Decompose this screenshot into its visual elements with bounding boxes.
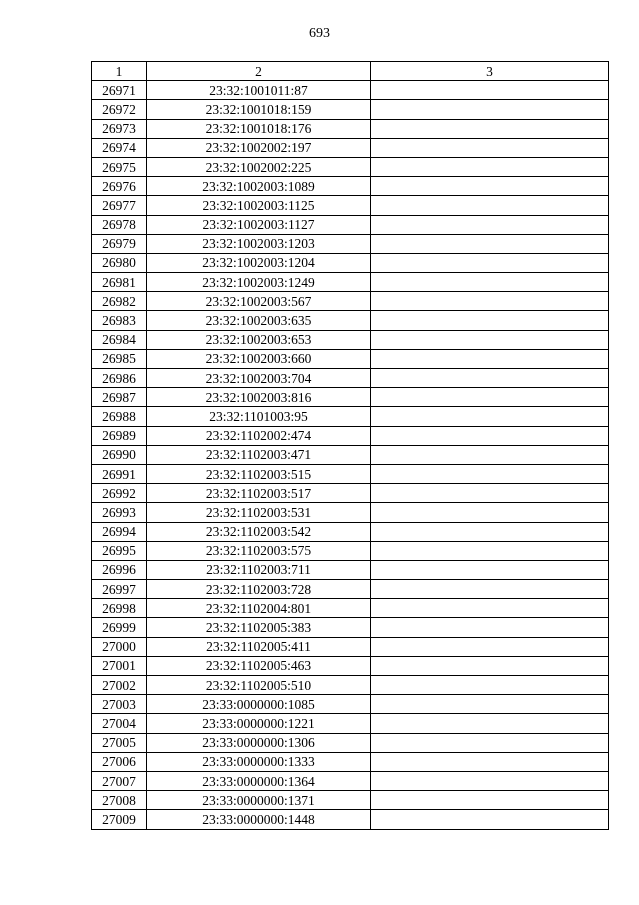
table-row (92, 676, 609, 695)
column-header-1: 1 (92, 62, 147, 81)
row-number-cell: 27000 (92, 637, 147, 656)
row-number-cell: 26999 (92, 618, 147, 637)
cadastral-number-cell: 23:32:1002003:635 (147, 311, 371, 330)
row-number-cell: 26985 (92, 349, 147, 368)
empty-cell (371, 522, 609, 541)
empty-cell (371, 464, 609, 483)
empty-cell (371, 138, 609, 157)
table-row (92, 580, 609, 599)
table-row (92, 810, 609, 829)
table-row (92, 234, 609, 253)
cadastral-number-cell: 23:32:1002003:1089 (147, 177, 371, 196)
row-number-cell: 27004 (92, 714, 147, 733)
cadastral-number-cell: 23:32:1102003:471 (147, 445, 371, 464)
cadastral-number-cell: 23:32:1002003:816 (147, 388, 371, 407)
empty-cell (371, 196, 609, 215)
row-number-cell: 26991 (92, 464, 147, 483)
empty-cell (371, 637, 609, 656)
empty-cell (371, 388, 609, 407)
empty-cell (371, 733, 609, 752)
row-number-cell: 26994 (92, 522, 147, 541)
row-number-cell: 26971 (92, 81, 147, 100)
table-row (92, 215, 609, 234)
row-number-cell: 27008 (92, 791, 147, 810)
table-row (92, 733, 609, 752)
row-number-cell: 26987 (92, 388, 147, 407)
empty-cell (371, 177, 609, 196)
row-number-cell: 27002 (92, 676, 147, 695)
row-number-cell: 26980 (92, 253, 147, 272)
table-body (92, 81, 609, 829)
table-row (92, 656, 609, 675)
table-row (92, 637, 609, 656)
table-row (92, 253, 609, 272)
cadastral-number-cell: 23:32:1002003:1203 (147, 234, 371, 253)
cadastral-number-cell: 23:32:1002002:225 (147, 157, 371, 176)
row-number-cell: 26977 (92, 196, 147, 215)
cadastral-number-cell: 23:32:1002003:1249 (147, 273, 371, 292)
row-number-cell: 26974 (92, 138, 147, 157)
table-row (92, 273, 609, 292)
row-number-cell: 27001 (92, 656, 147, 675)
table-row (92, 388, 609, 407)
cadastral-number-cell: 23:33:0000000:1085 (147, 695, 371, 714)
cadastral-number-cell: 23:32:1002003:653 (147, 330, 371, 349)
empty-cell (371, 81, 609, 100)
table-row (92, 100, 609, 119)
cadastral-number-cell: 23:32:1102003:515 (147, 464, 371, 483)
empty-cell (371, 292, 609, 311)
empty-cell (371, 503, 609, 522)
table-row (92, 119, 609, 138)
table-row (92, 791, 609, 810)
cadastral-number-cell: 23:32:1102003:575 (147, 541, 371, 560)
empty-cell (371, 810, 609, 829)
row-number-cell: 26998 (92, 599, 147, 618)
cadastral-number-cell: 23:32:1002003:1127 (147, 215, 371, 234)
cadastral-table (91, 61, 609, 830)
cadastral-number-cell: 23:32:1102005:510 (147, 676, 371, 695)
row-number-cell: 26973 (92, 119, 147, 138)
empty-cell (371, 369, 609, 388)
row-number-cell: 26983 (92, 311, 147, 330)
empty-cell (371, 349, 609, 368)
table-row (92, 426, 609, 445)
cadastral-number-cell: 23:33:0000000:1306 (147, 733, 371, 752)
row-number-cell: 26995 (92, 541, 147, 560)
table-row (92, 292, 609, 311)
table-row (92, 81, 609, 100)
table-row (92, 311, 609, 330)
column-header-3: 3 (371, 62, 609, 81)
empty-cell (371, 157, 609, 176)
row-number-cell: 26975 (92, 157, 147, 176)
table-row (92, 484, 609, 503)
table-row (92, 695, 609, 714)
empty-cell (371, 311, 609, 330)
cadastral-number-cell: 23:32:1102004:801 (147, 599, 371, 618)
table-row (92, 196, 609, 215)
cadastral-number-cell: 23:32:1102005:383 (147, 618, 371, 637)
row-number-cell: 26986 (92, 369, 147, 388)
table-row (92, 349, 609, 368)
empty-cell (371, 541, 609, 560)
cadastral-number-cell: 23:32:1101003:95 (147, 407, 371, 426)
cadastral-number-cell: 23:32:1002003:660 (147, 349, 371, 368)
row-number-cell: 27009 (92, 810, 147, 829)
row-number-cell: 26990 (92, 445, 147, 464)
cadastral-number-cell: 23:32:1102003:542 (147, 522, 371, 541)
table-row (92, 771, 609, 790)
empty-cell (371, 119, 609, 138)
empty-cell (371, 656, 609, 675)
cadastral-number-cell: 23:32:1002003:704 (147, 369, 371, 388)
row-number-cell: 26979 (92, 234, 147, 253)
empty-cell (371, 100, 609, 119)
cadastral-number-cell: 23:33:0000000:1333 (147, 752, 371, 771)
empty-cell (371, 714, 609, 733)
table-row (92, 752, 609, 771)
empty-cell (371, 791, 609, 810)
cadastral-number-cell: 23:33:0000000:1364 (147, 771, 371, 790)
empty-cell (371, 445, 609, 464)
table-row (92, 177, 609, 196)
empty-cell (371, 618, 609, 637)
cadastral-number-cell: 23:32:1102005:411 (147, 637, 371, 656)
empty-cell (371, 234, 609, 253)
table-row (92, 541, 609, 560)
cadastral-number-cell: 23:32:1001018:176 (147, 119, 371, 138)
cadastral-number-cell: 23:32:1102003:711 (147, 560, 371, 579)
table-row (92, 714, 609, 733)
empty-cell (371, 599, 609, 618)
cadastral-number-cell: 23:32:1001018:159 (147, 100, 371, 119)
cadastral-number-cell: 23:32:1102003:728 (147, 580, 371, 599)
row-number-cell: 26972 (92, 100, 147, 119)
empty-cell (371, 253, 609, 272)
table-row (92, 560, 609, 579)
empty-cell (371, 580, 609, 599)
empty-cell (371, 484, 609, 503)
table-header-row (92, 62, 609, 81)
row-number-cell: 27003 (92, 695, 147, 714)
table-row (92, 503, 609, 522)
empty-cell (371, 752, 609, 771)
row-number-cell: 26981 (92, 273, 147, 292)
row-number-cell: 26982 (92, 292, 147, 311)
row-number-cell: 26984 (92, 330, 147, 349)
cadastral-number-cell: 23:32:1001011:87 (147, 81, 371, 100)
empty-cell (371, 426, 609, 445)
empty-cell (371, 215, 609, 234)
cadastral-number-cell: 23:32:1002002:197 (147, 138, 371, 157)
cadastral-number-cell: 23:32:1002003:567 (147, 292, 371, 311)
row-number-cell: 27005 (92, 733, 147, 752)
table-row (92, 157, 609, 176)
row-number-cell: 27006 (92, 752, 147, 771)
table-row (92, 330, 609, 349)
empty-cell (371, 771, 609, 790)
empty-cell (371, 695, 609, 714)
row-number-cell: 27007 (92, 771, 147, 790)
table-row (92, 464, 609, 483)
empty-cell (371, 676, 609, 695)
table-row (92, 445, 609, 464)
row-number-cell: 26993 (92, 503, 147, 522)
empty-cell (371, 273, 609, 292)
cadastral-number-cell: 23:32:1102002:474 (147, 426, 371, 445)
page-number: 693 (309, 26, 330, 41)
cadastral-number-cell: 23:32:1002003:1204 (147, 253, 371, 272)
row-number-cell: 26978 (92, 215, 147, 234)
row-number-cell: 26992 (92, 484, 147, 503)
table-row (92, 138, 609, 157)
cadastral-number-cell: 23:32:1102003:531 (147, 503, 371, 522)
table-row (92, 599, 609, 618)
row-number-cell: 26976 (92, 177, 147, 196)
table-row (92, 407, 609, 426)
cadastral-number-cell: 23:33:0000000:1221 (147, 714, 371, 733)
table-row (92, 618, 609, 637)
cadastral-number-cell: 23:32:1102003:517 (147, 484, 371, 503)
empty-cell (371, 330, 609, 349)
empty-cell (371, 560, 609, 579)
row-number-cell: 26996 (92, 560, 147, 579)
cadastral-number-cell: 23:32:1102005:463 (147, 656, 371, 675)
cadastral-number-cell: 23:33:0000000:1448 (147, 810, 371, 829)
empty-cell (371, 407, 609, 426)
row-number-cell: 26997 (92, 580, 147, 599)
cadastral-number-cell: 23:32:1002003:1125 (147, 196, 371, 215)
table-row (92, 522, 609, 541)
row-number-cell: 26989 (92, 426, 147, 445)
table-row (92, 369, 609, 388)
column-header-2: 2 (147, 62, 371, 81)
row-number-cell: 26988 (92, 407, 147, 426)
cadastral-number-cell: 23:33:0000000:1371 (147, 791, 371, 810)
